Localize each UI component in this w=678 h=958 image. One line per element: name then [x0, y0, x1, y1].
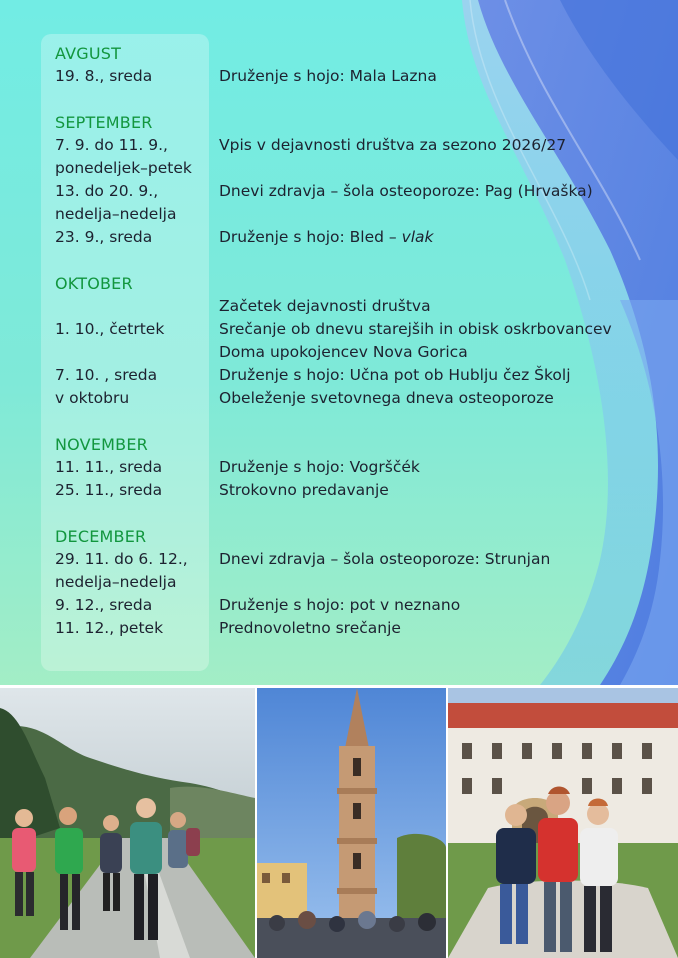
event-row [55, 617, 655, 640]
event-description: Druženje s hojo: Vogrščék [219, 458, 420, 476]
event-row [55, 318, 655, 341]
month-heading: AVGUST [55, 44, 122, 63]
event-description [219, 226, 434, 249]
event-description: Dnevi zdravja – šola osteoporoze: Pag (Hrvaška) [219, 182, 593, 200]
event-row [55, 387, 655, 410]
event-description: Strokovno predavanje [219, 481, 389, 499]
event-description: Druženje s hojo: pot v neznano [219, 596, 461, 614]
event-date: 19. 8., sreda [55, 67, 153, 85]
event-date: 9. 12., sreda [55, 596, 153, 614]
event-date: 23. 9., sreda [55, 228, 153, 246]
event-description: Druženje s hojo: Učna pot ob Hublju čez Školj [219, 366, 571, 384]
photo-strip [0, 685, 678, 958]
month-section-november [55, 433, 655, 502]
event-date: nedelja–nedelja [55, 573, 177, 591]
event-date: v oktobru [55, 389, 130, 407]
event-row [55, 180, 655, 203]
event-description: Doma upokojencev Nova Gorica [219, 343, 468, 361]
event-date [55, 341, 219, 364]
hiking-group-photo [0, 688, 255, 958]
event-description: Druženje s hojo: Mala Lazna [219, 67, 437, 85]
event-description: Obeleženje svetovnega dneva osteoporoze [219, 389, 554, 407]
event-date: 25. 11., sreda [55, 481, 163, 499]
event-row [55, 479, 655, 502]
event-date: 11. 11., sreda [55, 458, 163, 476]
month-heading: OKTOBER [55, 274, 133, 293]
month-section-avgust [55, 42, 655, 88]
event-description: Vpis v dejavnosti društva za sezono 2026/27 [219, 136, 567, 154]
event-row [55, 341, 655, 364]
event-row [55, 65, 655, 88]
month-section-oktober [55, 272, 655, 410]
event-row [55, 548, 655, 571]
event-row [55, 594, 655, 617]
event-row [55, 456, 655, 479]
event-date: 29. 11. do 6. 12., [55, 550, 188, 568]
event-date [55, 295, 219, 318]
month-section-december [55, 525, 655, 640]
event-row [55, 134, 655, 157]
event-description: Začetek dejavnosti društva [219, 297, 431, 315]
event-row [55, 364, 655, 387]
event-date: 1. 10., četrtek [55, 320, 165, 338]
event-row [55, 157, 655, 180]
month-heading: DECEMBER [55, 527, 147, 546]
event-date: nedelja–nedelja [55, 205, 177, 223]
event-date: 7. 10. , sreda [55, 366, 158, 384]
event-row [55, 203, 655, 226]
month-heading: SEPTEMBER [55, 113, 153, 132]
event-row [55, 295, 655, 318]
bell-tower-photo [257, 688, 446, 958]
event-description-italic: vlak [401, 228, 434, 246]
mansion-group-photo [448, 688, 678, 958]
event-date: 13. do 20. 9., [55, 182, 159, 200]
month-section-september [55, 111, 655, 249]
event-row [55, 226, 655, 249]
event-date: ponedeljek–petek [55, 159, 192, 177]
event-date: 11. 12., petek [55, 619, 164, 637]
event-description: Srečanje ob dnevu starejših in obisk oskrbovancev [219, 320, 612, 338]
month-heading: NOVEMBER [55, 435, 148, 454]
event-description-text: Druženje s hojo: Bled – [219, 228, 402, 246]
event-description: Prednovoletno srečanje [219, 619, 401, 637]
event-description: Dnevi zdravja – šola osteoporoze: Strunjan [219, 550, 551, 568]
event-schedule [55, 42, 655, 640]
event-row [55, 571, 655, 594]
event-date: 7. 9. do 11. 9., [55, 136, 168, 154]
